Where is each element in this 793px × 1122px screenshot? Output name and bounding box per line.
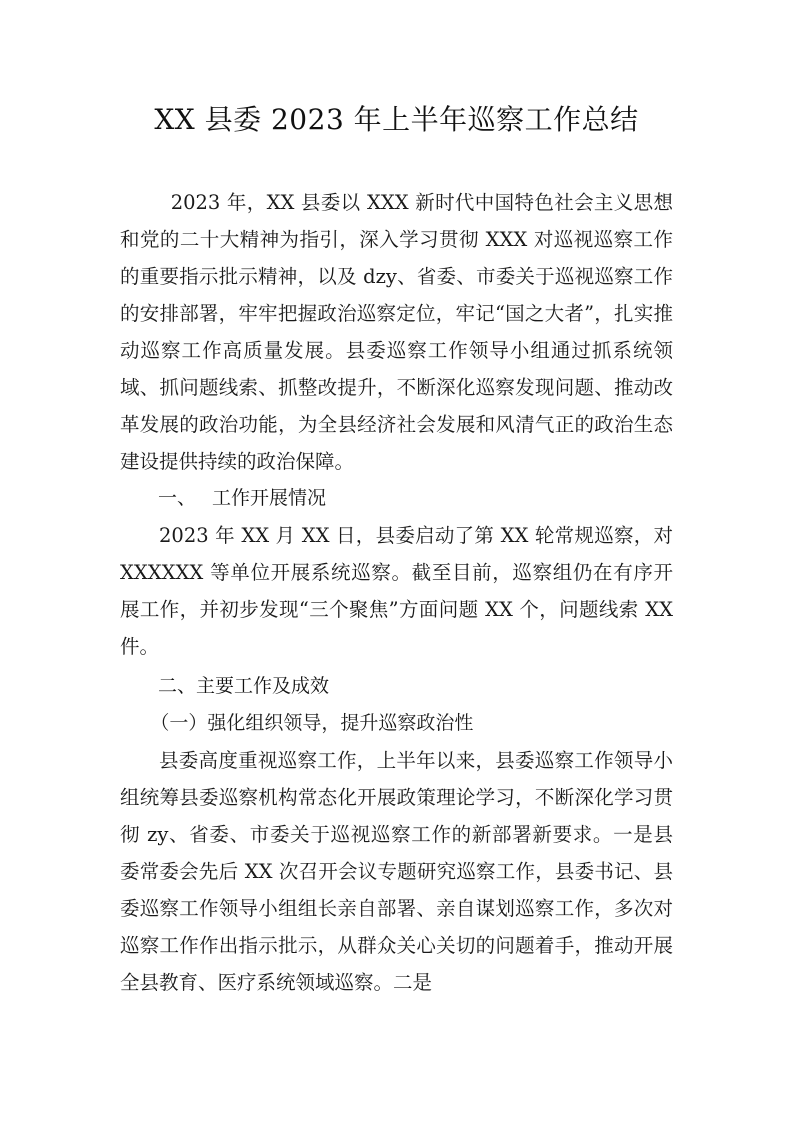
section-2-heading: 二、主要工作及成效 (158, 675, 330, 697)
document-title: XX 县委 2023 年上半年巡察工作总结 (154, 103, 639, 136)
section-1-paragraph: 2023 年 XX 月 XX 日，县委启动了第 XX 轮常规巡察，对 XXXXXX 等单位开展系统巡察。截至目前，巡察组仍在有序开展工作，并初步发现“三个聚焦”方面问题 XX 个，问题线索 XX 件。 (120, 524, 673, 658)
section-1-number: 一、 (158, 487, 197, 509)
subsection-1-paragraph: 县委高度重视巡察工作，上半年以来，县委巡察工作领导小组统筹县委巡察机构常态化开展政策理论学习，不断深化学习贯彻 zy、省委、市委关于巡视巡察工作的新部署新要求。一是县委常委会先后 XX 次召开会议专题研究巡察工作，县委书记、县委巡察工作领导小组组长亲自部署、亲自谋划巡察工作，多次对巡察工作作出指示批示，从群众关心关切的问题着手，推动开展全县教育、医疗系统领域巡察。二是 (120, 749, 673, 994)
section-1-heading-text: 工作开展情况 (212, 487, 327, 509)
subsection-1-heading: （一）强化组织领导，提升巡察政治性 (150, 712, 474, 734)
intro-paragraph: 2023 年，XX 县委以 XXX 新时代中国特色社会主义思想和党的二十大精神为指引，深入学习贯彻 XXX 对巡视巡察工作的重要指示批示精神，以及 dzy、省委、市委关于巡视巡察工作的安排部署，牢牢把握政治巡察定位，牢记“国之大者”，扎实推动巡察工作高质量发展。县委巡察工作领导小组通过抓系统领域、抓问题线索、抓整改提升，不断深化巡察发现问题、推动改革发展的政治功能，为全县经济社会发展和风清气正的政治生态建设提供持续的政治保障。 (120, 191, 673, 473)
document-body (120, 184, 673, 1001)
section-1-heading (120, 480, 673, 517)
